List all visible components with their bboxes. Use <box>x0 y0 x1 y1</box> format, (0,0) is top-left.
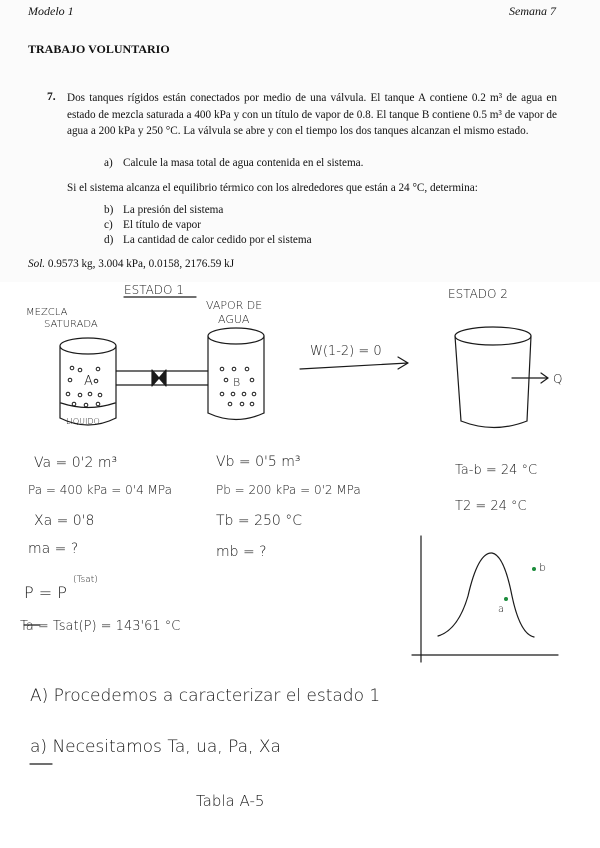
question-c-label: c) <box>104 219 113 231</box>
graph-label-a: a <box>498 604 505 615</box>
heat-label: Q <box>553 372 563 386</box>
pa-value: Pa = 400 kPa = 0'4 MPa <box>28 483 172 497</box>
step-a-sub-line: a) Necesitamos Ta, ua, Pa, Xa <box>30 737 281 757</box>
heat-arrow <box>512 373 548 383</box>
saturada-label: SATURADA <box>44 319 98 330</box>
problem-number: 7. <box>47 91 56 103</box>
ta-equation: Ta = Tsat(P) = 143'61 °C <box>20 619 181 634</box>
va-value: Va = 0'2 m³ <box>34 455 118 471</box>
estado2-label: ESTADO 2 <box>448 287 508 301</box>
solution-label: Sol. <box>28 258 46 270</box>
graph-point-b <box>532 567 536 571</box>
tabla-reference: Tabla A-5 <box>196 792 265 810</box>
tab-value: Ta-b = 24 °C <box>455 463 538 478</box>
tb-value: Tb = 250 °C <box>216 513 303 529</box>
graph-point-a <box>504 597 508 601</box>
tank-a-label: A <box>84 374 93 389</box>
pb-value: Pb = 200 kPa = 0'2 MPa <box>216 483 361 497</box>
vapor-de-label: VAPOR DE <box>206 299 263 312</box>
header-week: Semana 7 <box>509 4 556 18</box>
agua-label: AGUA <box>218 313 250 326</box>
ma-value: ma = ? <box>28 541 79 557</box>
solution-values: 0.9573 kg, 3.004 kPa, 0.0158, 2176.59 kJ <box>47 258 235 270</box>
vb-value: Vb = 0'5 m³ <box>216 454 301 470</box>
work-label: W(1-2) = 0 <box>310 344 382 359</box>
header-model: Modelo 1 <box>28 4 74 18</box>
estado1-label: ESTADO 1 <box>124 283 184 297</box>
tank-bubbles <box>66 366 256 407</box>
page-title: TRABAJO VOLUNTARIO <box>28 42 170 56</box>
question-a-text: Calcule la masa total de agua contenida en el sistema. <box>123 157 364 169</box>
liquido-label: LIQUIDO <box>66 417 100 426</box>
xa-value: Xa = 0'8 <box>34 513 95 529</box>
tv-diagram <box>412 536 558 662</box>
question-b-label: b) <box>104 204 114 216</box>
problem-text: Dos tanques rígidos están conectados por medio de una válvula. El tanque A contiene 0.2 m³ de agua en estado de mezcla saturada a 400 kPa y con un título de vapor de 0.8. El tanque B contiene 0.5 m³ de vapor de agua a 200 kPa y 250 °C. La válvula se abre y con el tiempo los dos tanques alcanzan el mismo estado. <box>67 92 557 137</box>
question-c-text: El título de vapor <box>123 219 201 231</box>
mb-value: mb = ? <box>216 544 267 560</box>
tsat-superscript: (Tsat) <box>73 575 98 585</box>
graph-label-b: b <box>539 561 546 574</box>
valve-drawing <box>116 370 208 386</box>
t2-value: T2 = 24 °C <box>455 499 527 514</box>
tank-b-label: B <box>233 376 241 389</box>
question-d-label: d) <box>104 234 114 246</box>
step-a-line: A) Procedemos a caracterizar el estado 1 <box>30 686 381 706</box>
tank-state2-drawing <box>455 327 531 428</box>
p-equation: P = P <box>24 583 67 602</box>
tank-b-drawing <box>208 328 264 420</box>
mezcla-label: MEZCLA <box>26 307 68 318</box>
question-a-label: a) <box>104 157 113 169</box>
question-d-text: La cantidad de calor cedido por el sistema <box>123 234 312 246</box>
problem-statement: Si el sistema alcanza el equilibrio térmico con los alrededores que están a 24 °C, determina: <box>67 182 478 194</box>
question-b-text: La presión del sistema <box>123 204 224 216</box>
